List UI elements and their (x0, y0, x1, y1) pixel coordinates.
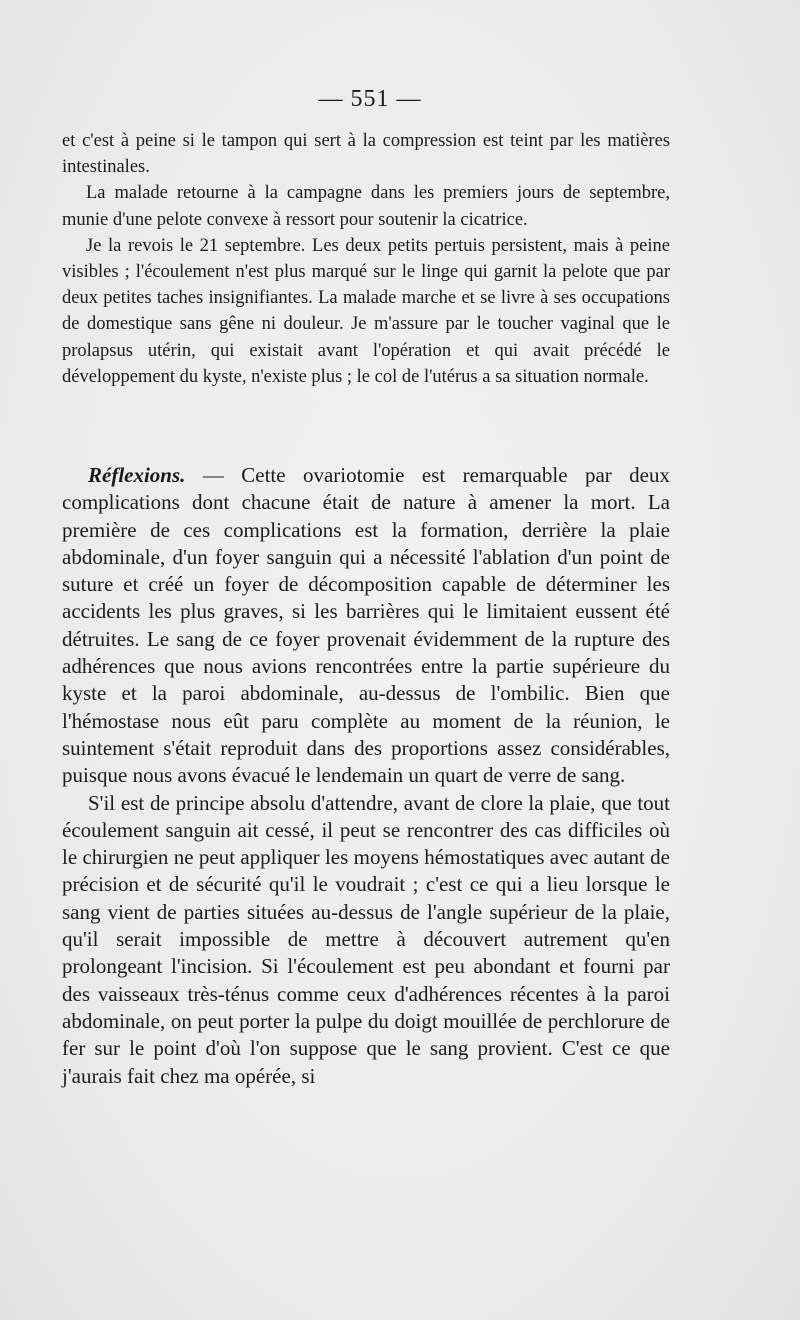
paragraph-reflexions (62, 462, 670, 790)
paragraph-follow-up: Je la revois le 21 septembre. Les deux petits pertuis persistent, mais à peine visibles ; l'écoulement n'est plus marqué sur le linge qui garnit la pelote que par deux petites taches insignifiantes. La malade marche et se livre à ses occupations de domestique sans gêne ni douleur. Je m'assure par le toucher vaginal que le prolapsus utérin, qui existait avant l'opération et qui avait précédé le développement du kyste, n'existe plus ; le col de l'utérus a sa situation normale. (62, 235, 670, 387)
paragraph-principle: S'il est de principe absolu d'attendre, avant de clore la plaie, que tout écoulement sanguin ait cessé, il peut se rencontrer des cas difficiles où le chirurgien ne peut appliquer les moyens hémostatiques avec autant de précision et de sécurité qu'il le voudrait ; c'est ce qui a lieu lorsque le sang vient de parties situées au-dessus de l'angle supérieur de la plaie, qu'il serait impossible de mettre à découvert autrement qu'en prolongeant l'incision. Si l'écoulement est peu abondant et fourni par des vaisseaux très-ténus comme ceux d'adhérences récentes à la paroi abdominale, on peut porter la pulpe du doigt mouillée de perchlorure de fer sur le point d'où l'on suppose que le sang provient. C'est ce que j'aurais fait chez ma opérée, si (62, 790, 670, 1088)
paragraph-continuation: et c'est à peine si le tampon qui sert à la compression est teint par les matières intestinales. (62, 131, 670, 178)
page-number: — 551 — (318, 86, 422, 112)
case-report-text (62, 128, 670, 390)
reflexions-heading: Réflexions. (88, 463, 186, 487)
reflexions-text: — Cette ovariotomie est remarquable par deux complications dont chacune était de nature à amener la mort. La première de ces complications est la formation, derrière la plaie abdominale, d'un foyer sanguin qui a nécessité l'ablation d'un point de suture et créé un foyer de décomposition capable de déterminer les accidents les plus graves, si les barrières qui le limitaient eussent été détruites. Le sang de ce foyer provenait évidemment de la rupture des adhérences que nous avions rencontrées entre la partie supérieure du kyste et la paroi abdominale, au-dessus de l'ombilic. Bien que l'hémostase nous eût paru complète au moment de la réunion, le suintement s'était reproduit dans des proportions assez considérables, puisque nous avons évacué le lendemain un quart de verre de sang. (62, 463, 670, 788)
reflexions-section (62, 462, 670, 1090)
paragraph-return-home: La malade retourne à la campagne dans les premiers jours de septembre, munie d'une pelote convexe à ressort pour soutenir la cicatrice. (62, 183, 670, 230)
